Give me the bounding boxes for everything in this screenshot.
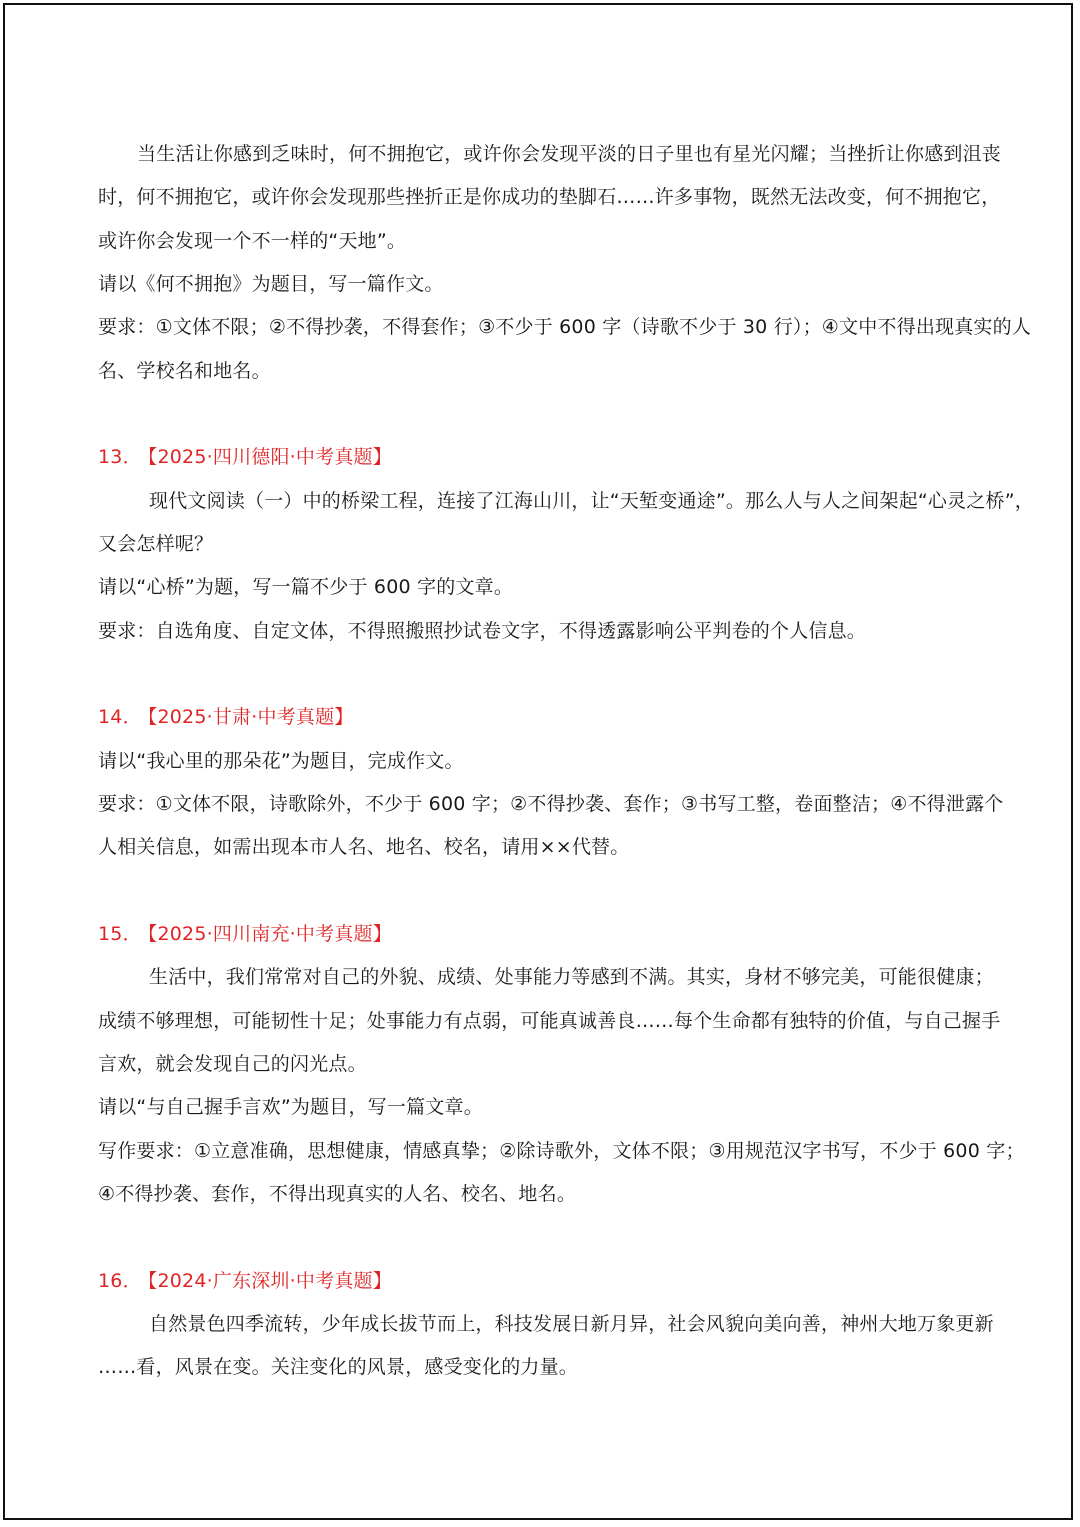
question-15-source-tag: 【2025·四川南充·中考真题】 xyxy=(147,923,392,945)
question-15-heading xyxy=(98,921,392,947)
question-13-line-1: 现代文阅读（一）中的桥梁工程，连接了江海山川，让“天堑变通途”。那么人与人之间架起“心灵之桥”， xyxy=(149,490,1034,512)
question-13-requirements: 要求：自选角度、自定文体，不得照搬照抄试卷文字，不得透露影响公平判卷的个人信息。 xyxy=(98,620,867,642)
intro-requirements-1: 要求：①文体不限；②不得抄袭，不得套作；③不少于 600 字（诗歌不少于 30 行）；④文中不得出现真实的人 xyxy=(98,316,1032,338)
question-13-heading xyxy=(98,444,392,470)
intro-requirements-2: 名、学校名和地名。 xyxy=(98,360,271,382)
question-15-line-2: 成绩不够理想，可能韧性十足；处事能力有点弱，可能真诚善良……每个生命都有独特的价值，与自己握手 xyxy=(98,1010,1001,1032)
intro-line-2: 时，何不拥抱它，或许你会发现那些挫折正是你成功的垫脚石……许多事物，既然无法改变，何不拥抱它， xyxy=(98,186,1001,208)
question-15-requirements-1: 写作要求：①立意准确，思想健康，情感真挚；②除诗歌外，文体不限；③用规范汉字书写，不少于 600 字； xyxy=(98,1140,1025,1162)
question-16-line-2: ……看，风景在变。关注变化的风景，感受变化的力量。 xyxy=(98,1356,579,1378)
question-14-source-tag: 【2025·甘肃·中考真题】 xyxy=(147,706,354,728)
question-14-number: 14． xyxy=(98,706,142,728)
intro-line-3: 或许你会发现一个不一样的“天地”。 xyxy=(98,230,407,252)
question-15-line-1: 生活中，我们常常对自己的外貌、成绩、处事能力等感到不满。其实，身材不够完美，可能很健康； xyxy=(149,966,994,988)
question-13-prompt: 请以“心桥”为题，写一篇不少于 600 字的文章。 xyxy=(98,576,514,598)
question-14-requirements-1: 要求：①文体不限，诗歌除外，不少于 600 字；②不得抄袭、套作；③书写工整，卷面整洁；④不得泄露个 xyxy=(98,793,1004,815)
intro-line-1: 当生活让你感到乏味时，何不拥抱它，或许你会发现平淡的日子里也有星光闪耀；当挫折让你感到沮丧 xyxy=(137,143,1002,165)
question-16-heading xyxy=(98,1268,392,1294)
question-15-line-3: 言欢，就会发现自己的闪光点。 xyxy=(98,1053,367,1075)
question-14-prompt: 请以“我心里的那朵花”为题目，完成作文。 xyxy=(98,750,464,772)
question-16-source-tag: 【2024·广东深圳·中考真题】 xyxy=(147,1270,392,1292)
question-14-heading xyxy=(98,704,354,730)
question-16-number: 16． xyxy=(98,1270,142,1292)
question-15-prompt: 请以“与自己握手言欢”为题目，写一篇文章。 xyxy=(98,1096,483,1118)
intro-prompt: 请以《何不拥抱》为题目，写一篇作文。 xyxy=(98,273,444,295)
question-15-number: 15． xyxy=(98,923,142,945)
question-16-line-1: 自然景色四季流转，少年成长拔节而上，科技发展日新月异，社会风貌向美向善，神州大地万象更新 xyxy=(149,1313,994,1335)
question-13-number: 13． xyxy=(98,446,142,468)
question-13-line-2: 又会怎样呢？ xyxy=(98,533,214,555)
question-14-requirements-2: 人相关信息，如需出现本市人名、地名、校名，请用××代替。 xyxy=(98,836,630,858)
question-15-requirements-2: ④不得抄袭、套作，不得出现真实的人名、校名、地名。 xyxy=(98,1183,577,1205)
question-13-source-tag: 【2025·四川德阳·中考真题】 xyxy=(147,446,392,468)
